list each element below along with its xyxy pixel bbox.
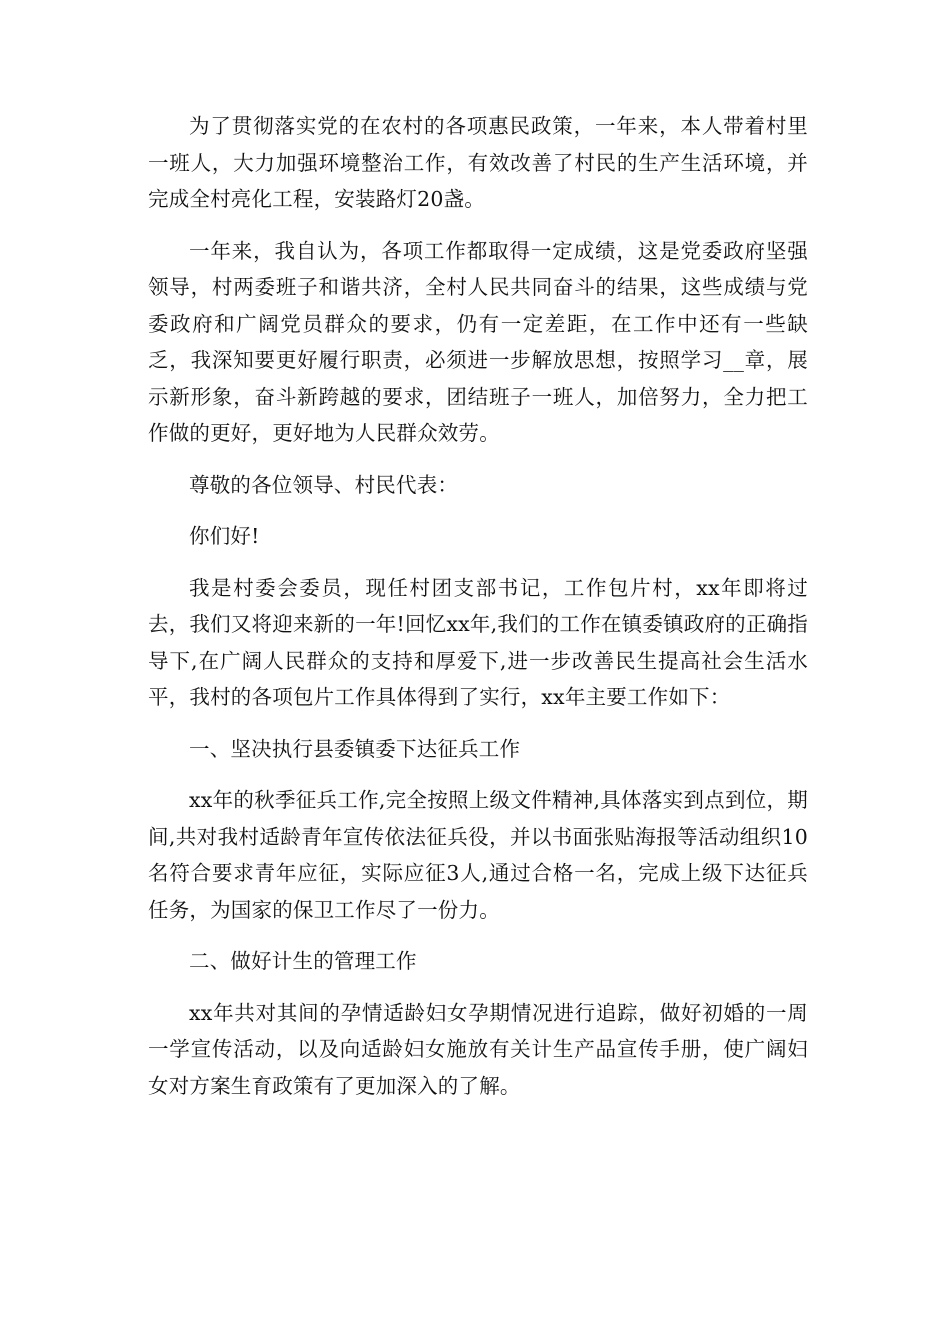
section-heading-family-planning: 二、做好计生的管理工作 <box>189 949 417 973</box>
paragraph-conscription: xx年的秋季征兵工作,完全按照上级文件精神,具体落实到点到位，期间,共对我村适龄青年宣传依法征兵役，并以书面张贴海报等活动组织10名符合要求青年应征，实际应征3人,通过合格一名，完成上级下达征兵任务，为国家的保卫工作尽了一份力。 <box>148 788 808 922</box>
salutation: 尊敬的各位领导、村民代表： <box>189 472 459 497</box>
paragraph-introduction: 我是村委会委员，现任村团支部书记，工作包片村，xx年即将过去，我们又将迎来新的一年!回忆xx年,我们的工作在镇委镇政府的正确指导下,在广阔人民群众的支持和厚爱下,进一步改善民生提高社会生活水平，我村的各项包片工作具体得到了实行，xx年主要工作如下： <box>148 575 808 709</box>
section-heading-conscription: 一、坚决执行县委镇委下达征兵工作 <box>189 736 521 761</box>
paragraph-street-lights: 为了贯彻落实党的在农村的各项惠民政策，一年来，本人带着村里一班人，大力加强环境整治工作，有效改善了村民的生产生活环境，并完成全村亮化工程，安装路灯20盏。 <box>148 114 808 211</box>
paragraph-family-planning: xx年共对其间的孕情适龄妇女孕期情况进行追踪，做好初婚的一周一学宣传活动，以及向适龄妇女施放有关计生产品宣传手册，使广阔妇女对方案生育政策有了更加深入的了解。 <box>148 1000 808 1098</box>
greeting: 你们好! <box>189 524 260 548</box>
paragraph-year-review: 一年来，我自认为，各项工作都取得一定成绩，这是党委政府坚强领导，村两委班子和谐共济，全村人民共同奋斗的结果，这些成绩与党委政府和广阔党员群众的要求，仍有一定差距，在工作中还有一些缺乏，我深知要更好履行职责，必须进一步解放思想，按照学习__章，展示新形象，奋斗新跨越的要求，团结班子一班人，加倍努力，全力把工作做的更好，更好地为人民群众效劳。 <box>148 238 808 445</box>
document-page <box>148 108 808 1119</box>
